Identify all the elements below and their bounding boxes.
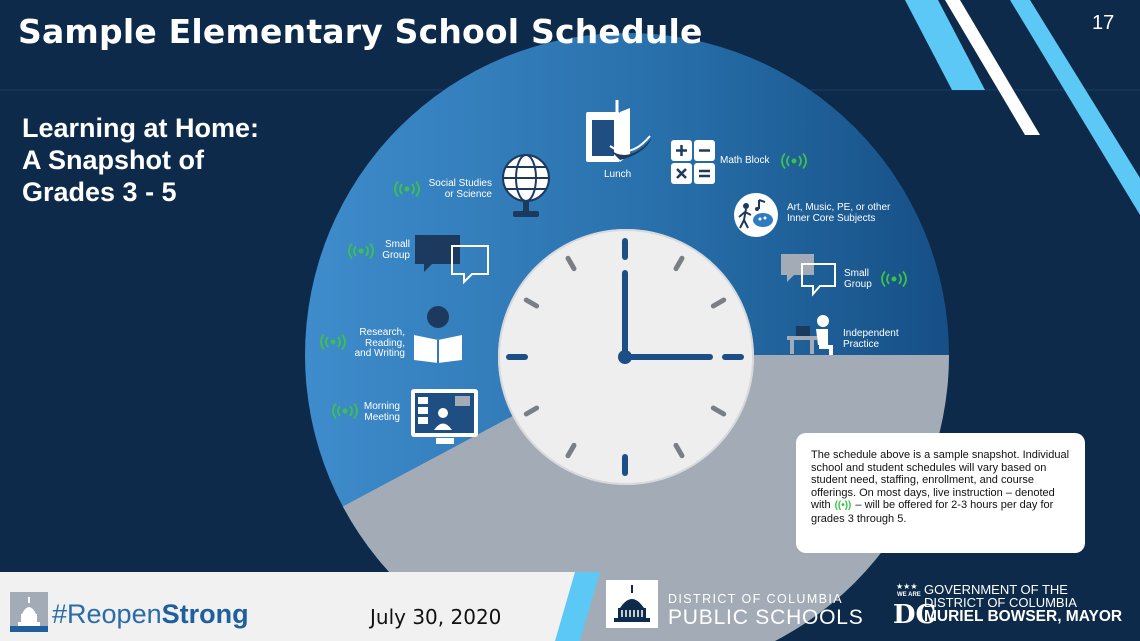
reading-person-icon (410, 305, 470, 365)
schedule-label-small-group-left (382, 240, 410, 261)
label-line: Social Studies (428, 178, 492, 189)
live-broadcast-icon (393, 181, 421, 197)
label-line: Lunch (604, 169, 632, 180)
gov-line2: DISTRICT OF COLUMBIA (924, 595, 1077, 610)
subtitle (22, 112, 259, 208)
svg-text:★★★: ★★★ (896, 582, 918, 590)
note-box (796, 433, 1085, 553)
label-line: Art, Music, PE, or other (787, 202, 891, 213)
gov-we-are: WE ARE (897, 592, 921, 598)
gov-line3: MURIEL BOWSER, MAYOR (924, 608, 1123, 625)
schedule-label-research (355, 328, 405, 360)
label-line: Inner Core Subjects (787, 212, 876, 224)
note-text: The schedule above is a sample snapshot. Individual school and student schedules will vary based on student need, staffing, enrollment, and course offerings. On most days, live instruction – denoted with (811, 449, 1070, 512)
hashtag-prefix: #Reopen (52, 599, 162, 629)
label-line: Research, (359, 327, 405, 338)
subtitle-line: Grades 3 - 5 (22, 177, 177, 207)
dcps-logo-icon (606, 580, 658, 628)
decorative-stripe (1010, 0, 1140, 215)
live-broadcast-icon (331, 403, 359, 419)
label-line: Small (844, 268, 870, 279)
schedule-label-morning-meeting (364, 402, 400, 423)
chat-bubbles-icon (414, 234, 492, 286)
math-icon (670, 139, 716, 185)
dcps-line2: PUBLIC SCHOOLS (668, 606, 864, 629)
live-broadcast-icon (780, 153, 808, 169)
schedule-label-math-block (720, 156, 769, 167)
label-line: or Science (444, 188, 492, 200)
hashtag-bold: Strong (161, 599, 249, 629)
label-line: Math Block (720, 155, 770, 166)
label-line: Morning (363, 401, 400, 412)
date: July 30, 2020 (370, 605, 502, 629)
page-title: Sample Elementary School Schedule (18, 12, 703, 51)
arts-icon (733, 192, 779, 238)
live-broadcast-icon: ((•)) (834, 500, 852, 512)
live-broadcast-icon (880, 271, 908, 287)
gov-line1: GOVERNMENT OF THE (924, 582, 1068, 597)
schedule-label-art-music (787, 203, 890, 224)
schedule-label-lunch (604, 170, 631, 181)
hashtag (52, 599, 249, 630)
schedule-label-independent-practice (843, 329, 899, 350)
globe-icon (500, 152, 552, 220)
clock-icon (497, 228, 755, 486)
footer (0, 572, 1140, 641)
dcps-line1: DISTRICT OF COLUMBIA (668, 592, 844, 606)
footer-stripe (555, 572, 600, 641)
gov-dc: DC (893, 600, 937, 630)
student-desk-icon (786, 313, 836, 356)
capitol-logo-icon (10, 592, 48, 632)
label-line: Meeting (364, 411, 400, 423)
lunch-icon (584, 98, 656, 168)
subtitle-line: A Snapshot of (22, 145, 204, 175)
label-line: Reading, (364, 337, 405, 349)
label-line: Group (844, 278, 872, 290)
schedule-label-small-group-right (844, 269, 872, 290)
clock-center (618, 350, 632, 364)
page-number: 17 (1092, 12, 1115, 34)
label-line: Independent (843, 328, 899, 339)
chat-bubbles-icon (780, 253, 838, 298)
label-line: Practice (843, 338, 880, 350)
label-line: Group (382, 249, 410, 261)
label-line: and Writing (354, 348, 405, 359)
label-line: Small (384, 239, 410, 250)
live-broadcast-icon (319, 334, 347, 350)
subtitle-line: Learning at Home: (22, 113, 260, 143)
note-text: – will be offered for 2-3 hours per day for grades 3 through 5. (811, 499, 1054, 525)
schedule-label-social-studies (429, 179, 492, 200)
video-meeting-icon (410, 388, 480, 446)
live-broadcast-icon (347, 243, 375, 259)
stars-icon (896, 582, 920, 590)
